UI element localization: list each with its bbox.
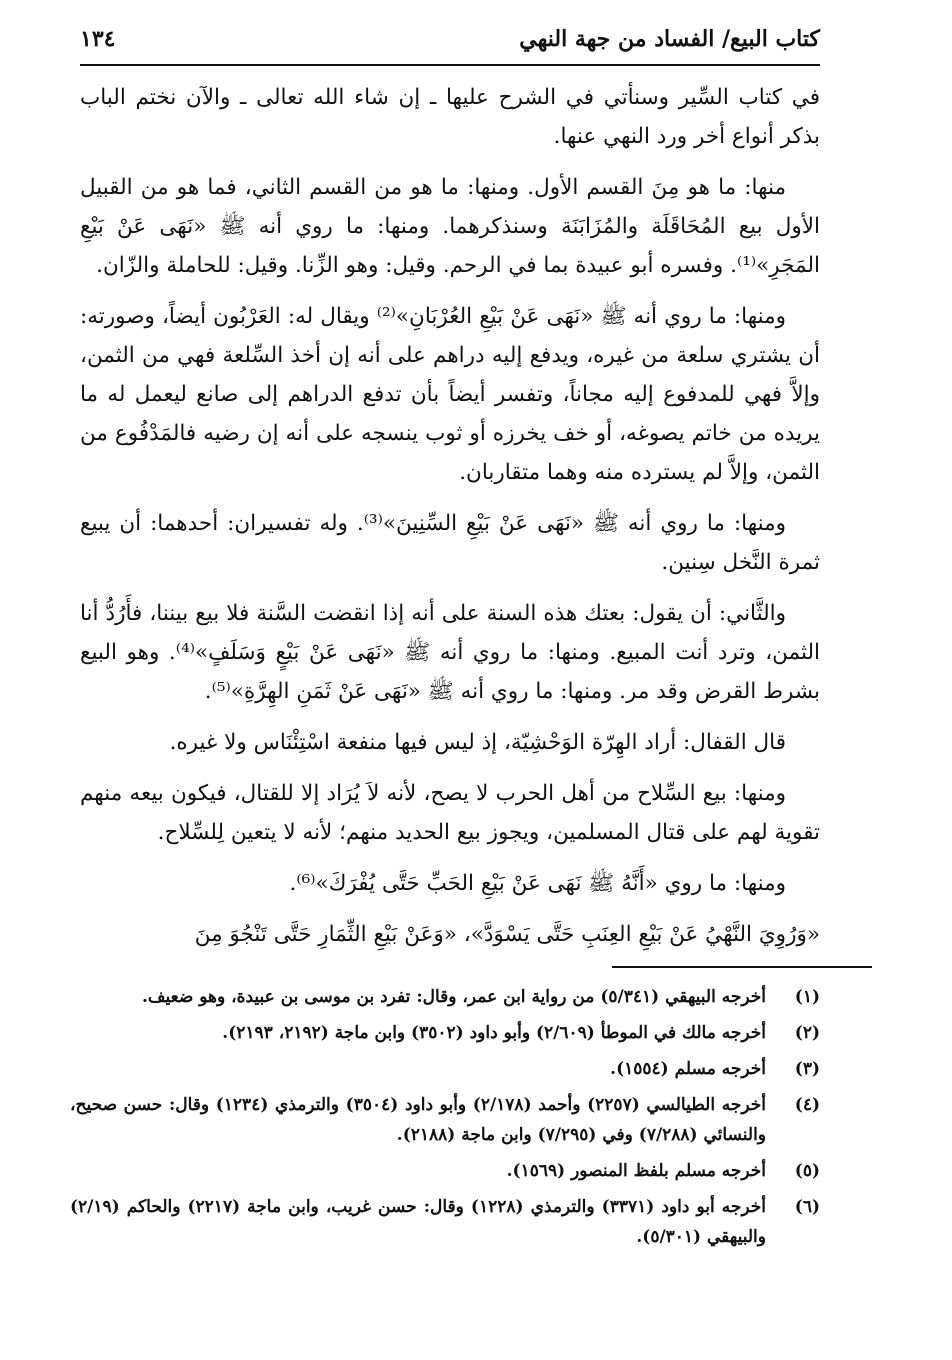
paragraph: «وَرُوِيَ النَّهْيُ عَنْ بَيْعِ العِنَبِ حَتَّى يَسْوَدَّ»، «وَعَنْ بَيْعِ الثِّمَارِ حَتَّى تَنْجُوَ مِنَ xyxy=(194,922,820,947)
footnote-number: (٤) xyxy=(794,1095,820,1115)
footnote xyxy=(70,1054,820,1084)
paragraph: في كتاب السِّير وسنأتي في الشرح عليها ـ إن شاء الله تعالى ـ والآن نختم الباب بذكر أنواع أخر ورد النهي عنها. xyxy=(80,85,820,149)
footnote-text: أخرجه البيهقي (٥/٣٤١) من رواية ابن عمر، وقال: تفرد بن موسى بن عبيدة، وهو ضعيف. xyxy=(142,987,766,1007)
footnote xyxy=(70,1018,820,1048)
footnote-number: (٢) xyxy=(794,1023,820,1043)
footnote xyxy=(70,1156,820,1186)
footnote-text: أخرجه مسلم بلفظ المنصور (١٥٦٩). xyxy=(506,1161,766,1181)
footnote xyxy=(70,1192,820,1252)
footnote xyxy=(70,1090,820,1150)
footnote xyxy=(70,982,820,1012)
paragraph: ومنها: ما روي «أَنَّهُ ﷺ نَهَى عَنْ بَيْعِ الحَبِّ حَتَّى يُفْرَكَ»⁽⁶⁾. xyxy=(289,871,786,896)
page-header xyxy=(80,18,820,66)
paragraph: والثَّاني: أن يقول: بعتك هذه السنة على أنه إذا انقضت السَّنة فلا بيع بيننا، فأَرُدُّ أنا الثمن، وترد أنت المبيع. ومنها: ما روي أنه ﷺ «نَهَى عَنْ بَيْعٍ وَسَلَفٍ»⁽⁴⁾. وهو البيع بشرط القرض وقد مر. ومنها: ما روي أنه ﷺ «نَهَى عَنْ ثَمَنِ الهِرَّةِ»⁽⁵⁾. xyxy=(80,601,820,704)
footnote-text: أخرجه مسلم (١٥٥٤). xyxy=(610,1059,766,1079)
footnote-separator xyxy=(612,966,872,968)
footnote-number: (٦) xyxy=(794,1197,820,1217)
footnote-text: أخرجه أبو داود (٣٣٧١) والترمذي (١٢٢٨) وقال: حسن غريب، وابن ماجة (٢٢١٧) والحاكم (٢/١٩) والبيهقي (٥/٣٠١). xyxy=(70,1197,766,1247)
paragraph: ومنها: بيع السِّلاح من أهل الحرب لا يصح، لأنه لاَ يُرَاد إلا للقتال، فيكون بيعه منهم تقوية لهم على قتال المسلمين، ويجوز بيع الحديد منهم؛ لأنه لا يتعين لِلسِّلاح. xyxy=(80,781,820,845)
paragraph: منها: ما هو مِنَ القسم الأول. ومنها: ما هو من القسم الثاني، فما هو من القبيل الأول بيع المُحَاقَلَة والمُزَابَنَة وسنذكرهما. ومنها: ما روي أنه ﷺ «نَهَى عَنْ بَيْعِ المَجَرِ»⁽¹⁾. وفسره أبو عبيدة بما في الرحم. وقيل: وهو الزِّنا. وقيل: للحاملة والزّان. xyxy=(80,175,820,278)
footnote-text: أخرجه الطيالسي (٢٢٥٧) وأحمد (٢/١٧٨) وأبو داود (٣٥٠٤) والترمذي (١٢٣٤) وقال: حسن صحيح، والنسائي (٧/٢٨٨) وفي (٧/٢٩٥) وابن ماجة (٢١٨٨). xyxy=(70,1095,766,1145)
footnote-number: (٣) xyxy=(794,1059,820,1079)
footnotes xyxy=(70,982,820,1258)
paragraph: ومنها: ما روي أنه ﷺ «نَهَى عَنْ بَيْعِ العُرْبَانِ»⁽²⁾ ويقال له: العَرْبُون أيضاً، وصورته: أن يشتري سلعة من غيره، ويدفع إليه دراهم على أنه إن أخذ السِّلعة فهي من الثمن، وإلاَّ فهي للمدفوع إليه مجاناً، وتفسر أيضاً بأن تدفع الدراهم إلى صانع ليعمل له ما يريده من خاتم يصوغه، أو خف يخرزه أو ثوب ينسجه على أنه إن رضيه فالمَدْفُوع من الثمن، وإلاَّ لم يسترده منه وهما متقاربان. xyxy=(80,304,820,485)
main-text xyxy=(80,78,820,954)
footnote-number: (١) xyxy=(794,987,820,1007)
paragraph: ومنها: ما روي أنه ﷺ «نَهَى عَنْ بَيْعِ السِّنِينَ»⁽³⁾. وله تفسيران: أحدهما: أن يبيع ثمرة النَّخل سِنين. xyxy=(80,511,820,575)
running-title: كتاب البيع/ الفساد من جهة النهي xyxy=(519,26,820,52)
footnote-text: أخرجه مالك في الموطأ (٢/٦٠٩) وأبو داود (٣٥٠٢) وابن ماجة (٢١٩٢، ٢١٩٣). xyxy=(222,1023,766,1043)
paragraph: قال القفال: أراد الهِرّة الوَحْشِيّة، إذ ليس فيها منفعة اسْتِئْنَاس ولا غيره. xyxy=(169,730,786,755)
page-number: ١٣٤ xyxy=(80,26,116,52)
footnote-number: (٥) xyxy=(794,1161,820,1181)
